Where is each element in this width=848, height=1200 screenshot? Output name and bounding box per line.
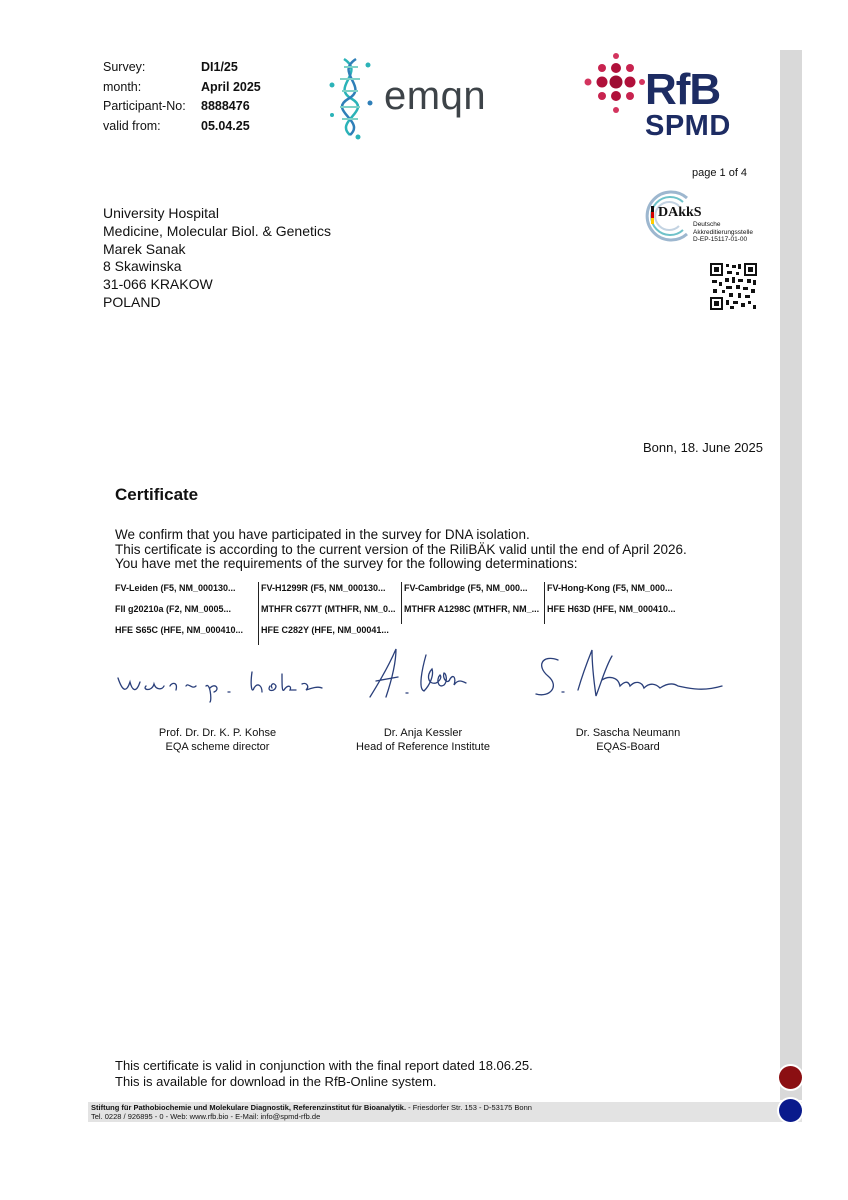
determinations-grid: [115, 582, 687, 645]
determination-item: FV-Leiden (F5, NM_000130...: [115, 583, 236, 593]
address-line: POLAND: [103, 293, 161, 310]
address-line: University Hospital: [103, 205, 219, 221]
survey-info: [103, 58, 261, 136]
place-date: Bonn, 18. June 2025: [643, 440, 763, 455]
participant-value: 8888476: [201, 99, 250, 113]
signatory-role: EQA scheme director: [165, 741, 270, 753]
determination-item: FII g20210a (F2, NM_0005...: [115, 604, 232, 614]
signature-kohse: [112, 660, 327, 705]
determination-item: HFE H63D (HFE, NM_000410...: [544, 603, 687, 624]
emqn-logo-text: emqn: [384, 74, 487, 118]
certificate-body: [115, 528, 687, 572]
address-line: Medicine, Molecular Biol. & Genetics: [103, 222, 331, 239]
month-label: month:: [103, 79, 142, 94]
validity-line: This is available for download in the RfB-Online system.: [115, 1073, 437, 1089]
footer: [91, 1103, 532, 1121]
certificate-title: Certificate: [115, 485, 199, 504]
blue-dot-icon: [779, 1099, 802, 1122]
side-bar: [780, 50, 802, 1100]
validity-note: [115, 1058, 533, 1089]
signatory-role: Head of Reference Institute: [356, 741, 490, 753]
determination-item: MTHFR A1298C (MTHFR, NM_...: [401, 603, 544, 624]
valid-from-label: valid from:: [103, 118, 161, 133]
footer-org: Stiftung für Pathobiochemie und Molekulare Diagnostik, Referenzinstitut für Bioanalytik.: [91, 1103, 407, 1112]
signatory-name: Dr. Sascha Neumann: [575, 727, 681, 739]
rfb-dots-icon: [582, 50, 646, 120]
emqn-dna-icon: [326, 55, 374, 140]
survey-label: Survey:: [103, 60, 146, 74]
rfb-logo-text: RfB: [645, 65, 721, 114]
qr-code: [710, 263, 757, 310]
signatory-role: EQAS-Board: [596, 741, 660, 753]
signatory-neumann: [540, 726, 716, 754]
determination-item: HFE C282Y (HFE, NM_00041...: [258, 624, 401, 645]
determination-item: FV-Hong-Kong (F5, NM_000...: [544, 582, 687, 603]
address-line: 8 Skawinska: [103, 258, 182, 275]
signatory-name: Dr. Anja Kessler: [383, 727, 463, 739]
signature-kessler: [366, 645, 486, 705]
participant-label: Participant-No:: [103, 99, 186, 113]
validity-line: This certificate is valid in conjunction with the final report dated 18.06.25.: [115, 1058, 533, 1073]
dakks-caption: [693, 221, 753, 244]
footer-address: - Friesdorfer Str. 153 - D-53175 Bonn: [406, 1103, 532, 1112]
signatory-kohse: [120, 726, 315, 754]
determination-item: FV-H1299R (F5, NM_000130...: [258, 582, 401, 603]
address-line: Marek Sanak: [103, 240, 186, 257]
address-line: 31-066 KRAKOW: [103, 276, 213, 293]
determination-item: FV-Cambridge (F5, NM_000...: [401, 582, 544, 603]
valid-from-value: 05.04.25: [201, 118, 250, 133]
dakks-line: Akkreditierungsstelle: [693, 228, 753, 236]
determination-item: HFE S65C (HFE, NM_000410...: [115, 625, 244, 635]
determination-item: MTHFR C677T (MTHFR, NM_0...: [258, 603, 401, 624]
dakks-line: Deutsche: [693, 221, 721, 228]
certificate-line: We confirm that you have participated in the survey for DNA isolation.: [115, 527, 530, 542]
signatory-kessler: [325, 726, 521, 754]
signatory-name: Prof. Dr. Dr. K. P. Kohse: [158, 727, 277, 739]
month-value: April 2025: [201, 79, 261, 94]
certificate-line: This certificate is according to the current version of the RiliBÄK valid until the end of April 2026.: [115, 541, 687, 557]
dakks-logo-text: DAkkS: [658, 205, 702, 220]
dakks-line: D-EP-15117-01-00: [693, 236, 748, 243]
page-number: page 1 of 4: [692, 167, 748, 179]
footer-contact: Tel. 0228 / 926895 - 0 - Web: www.rfb.bio - E-Mail: info@spmd-rfb.de: [91, 1112, 321, 1121]
certificate-line: You have met the requirements of the survey for the following determinations:: [115, 556, 578, 571]
survey-value: DI1/25: [201, 60, 238, 74]
recipient-address: [103, 205, 331, 312]
spmd-logo-text: SPMD: [645, 110, 731, 142]
red-dot-icon: [779, 1066, 802, 1089]
signature-neumann: [532, 646, 727, 708]
